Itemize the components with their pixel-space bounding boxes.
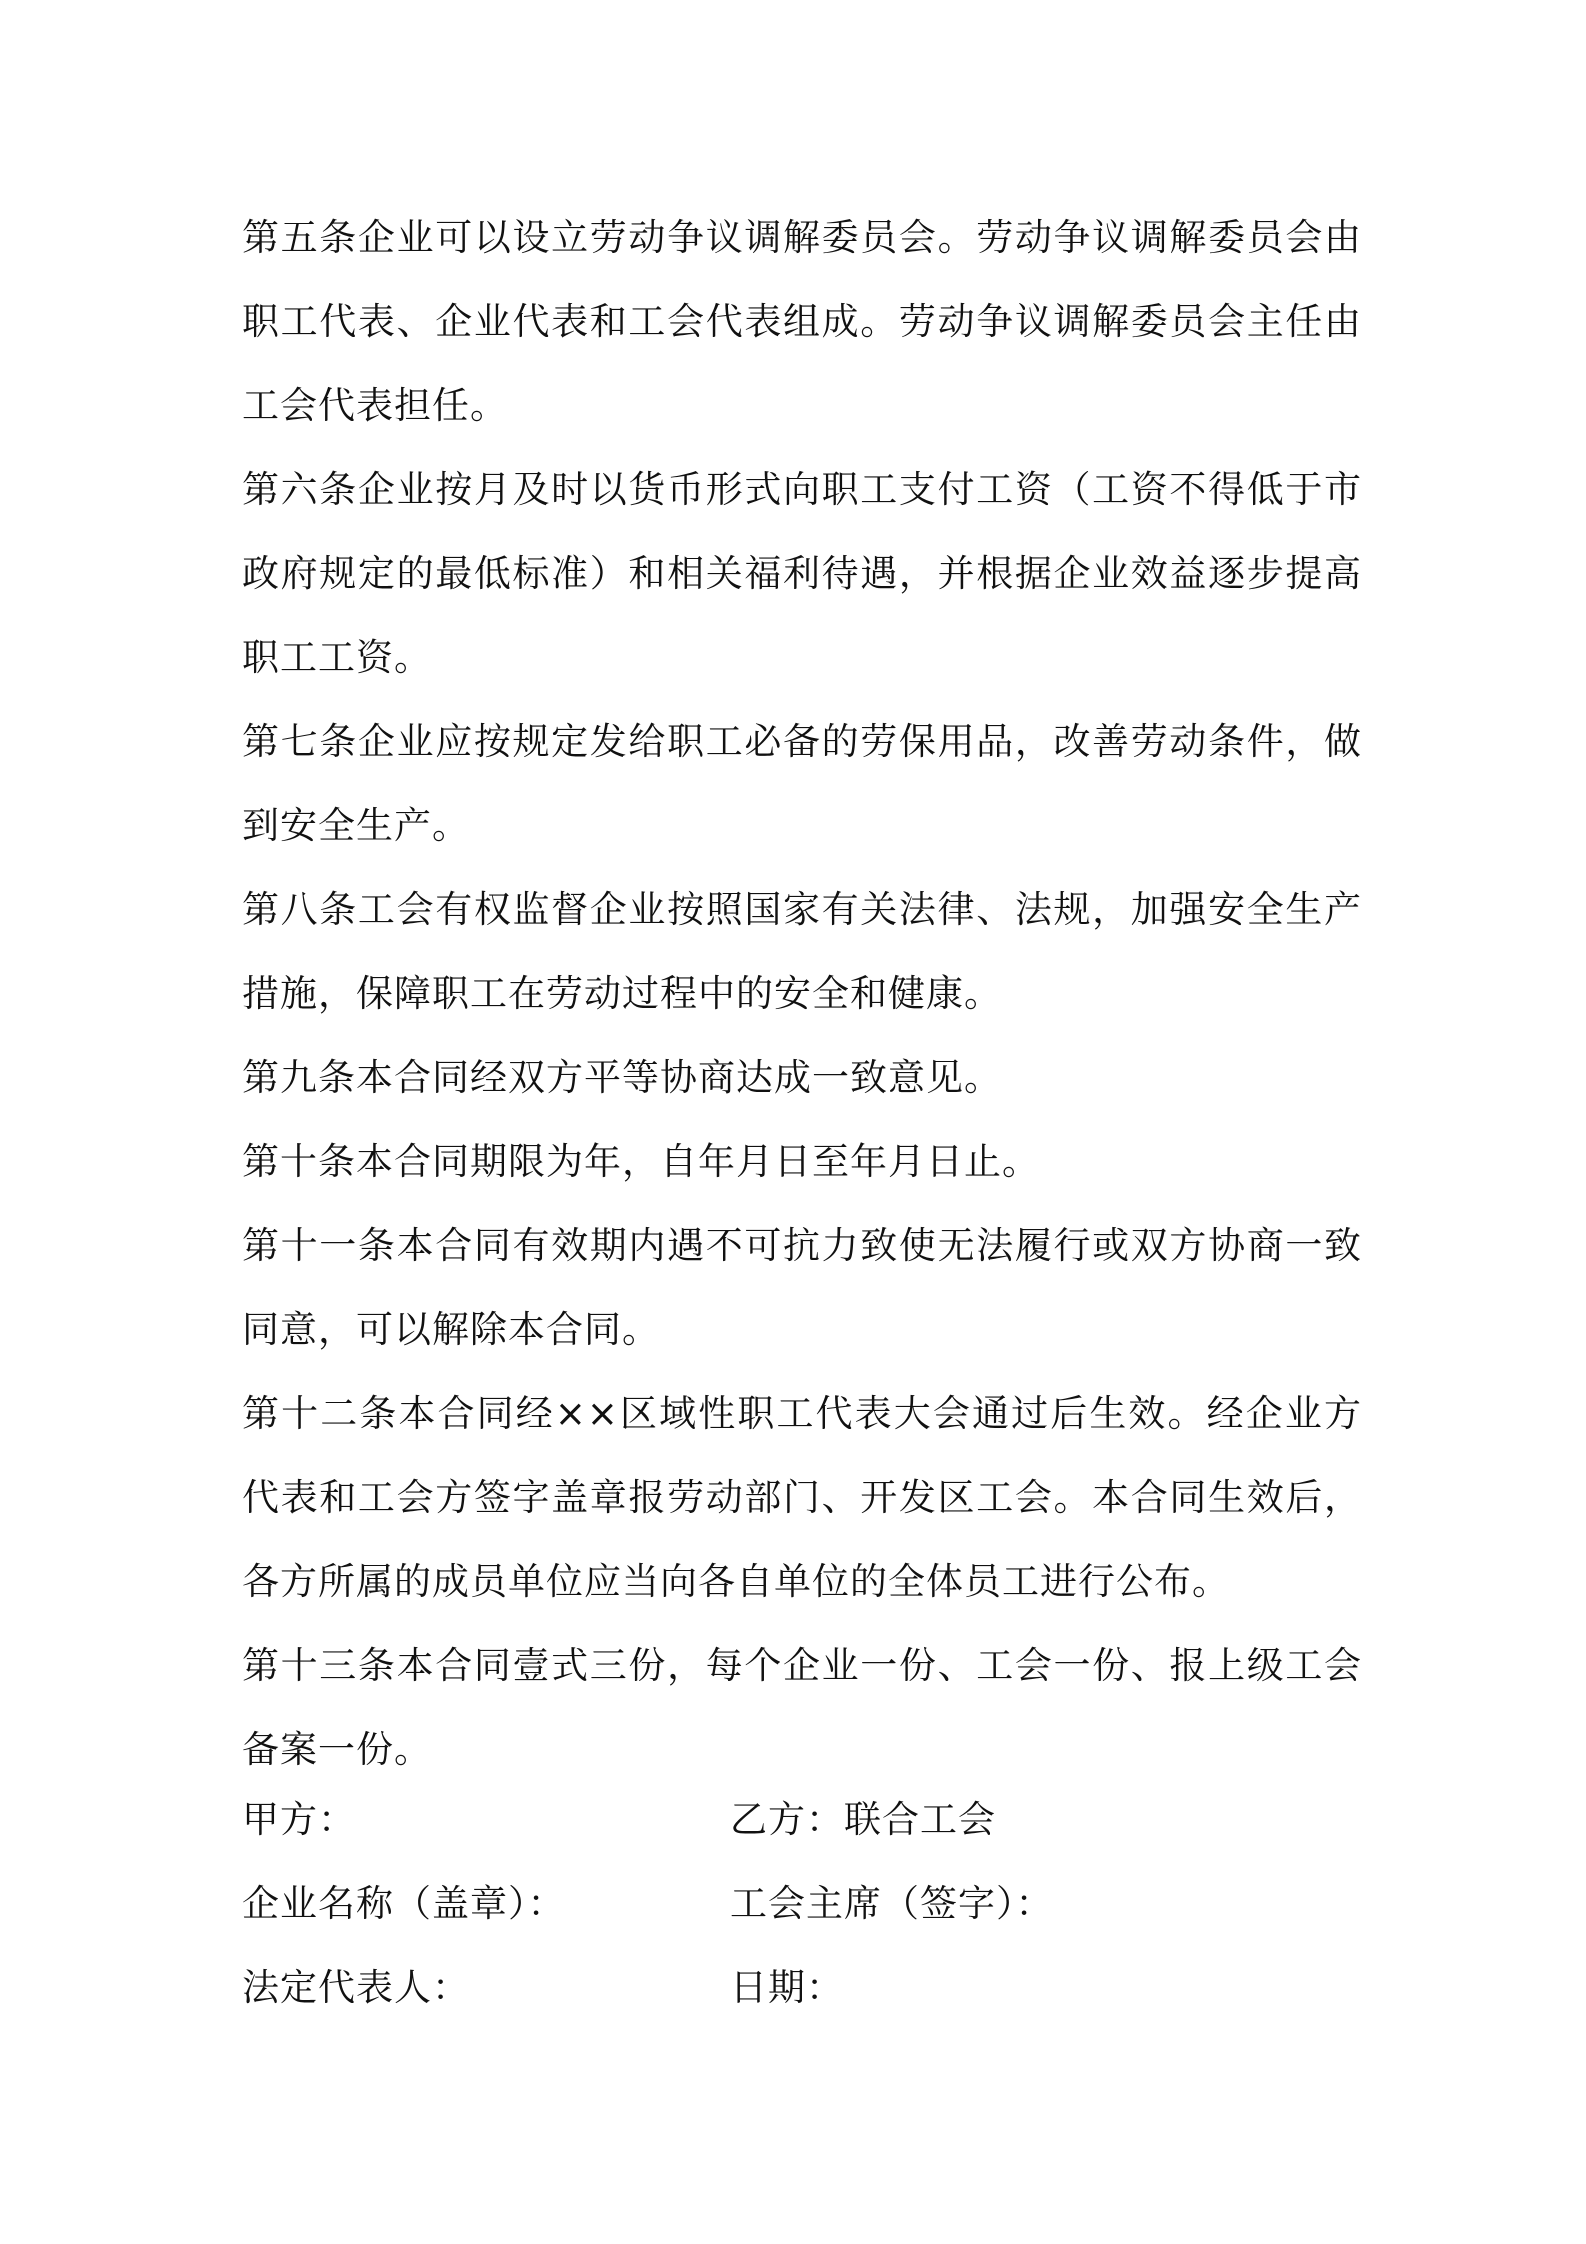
date-label: 日期：	[730, 1966, 844, 2009]
article-6: 第六条企业按月及时以货币形式向职工支付工资（工资不得低于市政府规定的最低标准）和相关福利待遇，并根据企业效益逐步提高职工工资。	[242, 468, 1362, 679]
signature-block	[242, 1778, 1362, 2030]
article-10: 第十条本合同期限为年，自年月日至年月日止。	[242, 1140, 1040, 1183]
signature-row-rep-date	[242, 1946, 1362, 2030]
article-8: 第八条工会有权监督企业按照国家有关法律、法规，加强安全生产措施，保障职工在劳动过程中的安全和健康。	[242, 888, 1362, 1015]
article-12: 第十二条本合同经××区域性职工代表大会通过后生效。经企业方代表和工会方签字盖章报劳动部门、开发区工会。本合同生效后，各方所属的成员单位应当向各自单位的全体员工进行公布。	[242, 1392, 1362, 1603]
party-a-label: 甲方：	[242, 1798, 356, 1841]
signature-row-parties	[242, 1778, 1362, 1862]
article-11: 第十一条本合同有效期内遇不可抗力致使无法履行或双方协商一致同意，可以解除本合同。	[242, 1224, 1362, 1351]
article-7: 第七条企业应按规定发给职工必备的劳保用品，改善劳动条件，做到安全生产。	[242, 720, 1362, 847]
legal-rep-label: 法定代表人：	[242, 1966, 470, 2009]
article-9: 第九条本合同经双方平等协商达成一致意见。	[242, 1056, 1002, 1099]
article-5: 第五条企业可以设立劳动争议调解委员会。劳动争议调解委员会由职工代表、企业代表和工会代表组成。劳动争议调解委员会主任由工会代表担任。	[242, 216, 1362, 427]
company-name-label: 企业名称（盖章）：	[242, 1882, 566, 1925]
signature-row-names	[242, 1862, 1362, 1946]
party-b-label: 乙方：联合工会	[730, 1798, 996, 1841]
contract-body	[242, 196, 1362, 1792]
union-chair-label: 工会主席（签字）：	[730, 1882, 1054, 1925]
article-13: 第十三条本合同壹式三份，每个企业一份、工会一份、报上级工会备案一份。	[242, 1644, 1362, 1771]
